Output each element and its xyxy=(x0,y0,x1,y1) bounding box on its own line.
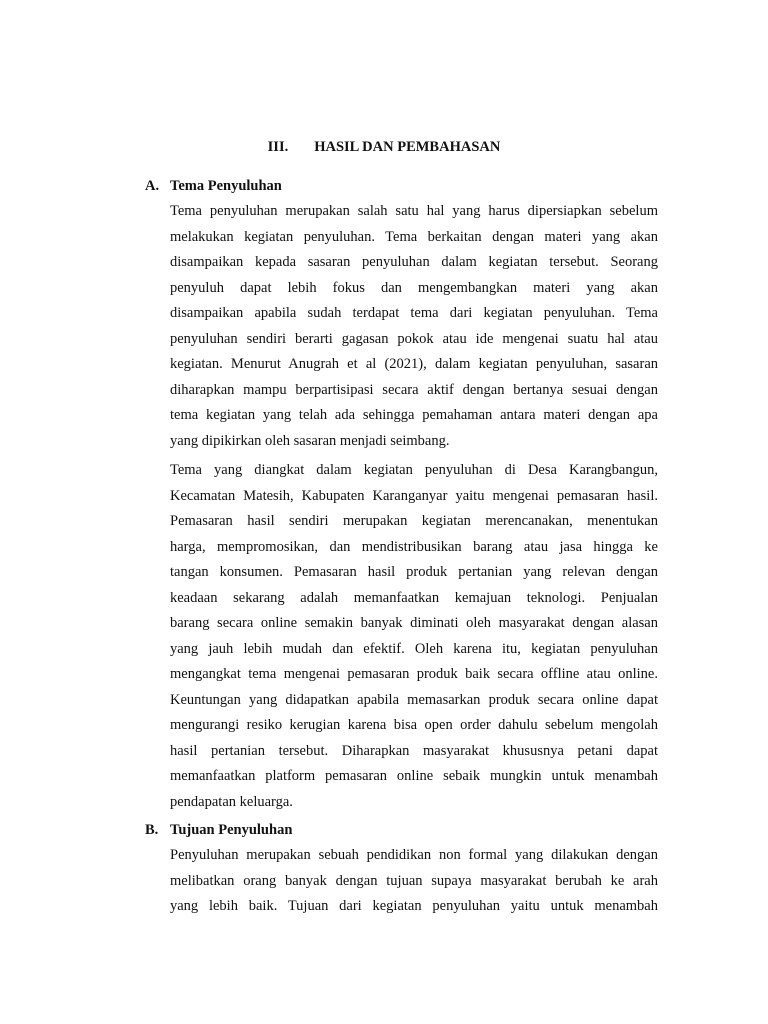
text-line: kegiatan. Menurut Anugrah et al (2021), dalam kegiatan penyuluhan, sasaran xyxy=(170,356,658,372)
text-line: yang dipikirkan oleh sasaran menjadi seimbang. xyxy=(170,432,450,449)
text-line: tema kegiatan yang telah ada sehingga pemahaman antara materi dengan apa xyxy=(170,407,658,423)
section-letter: A. xyxy=(145,178,160,194)
section-title: Tujuan Penyuluhan xyxy=(170,822,293,838)
text-line: hasil pertanian tersebut. Diharapkan masyarakat khususnya petani dapat xyxy=(170,742,658,759)
section-a-paragraph-2 xyxy=(170,458,658,815)
section-b-heading xyxy=(145,820,292,840)
text-line: Kecamatan Matesih, Kabupaten Karanganyar yaitu mengenai pemasaran hasil. xyxy=(170,487,658,504)
section-a-heading xyxy=(145,176,282,196)
text-line: Keuntungan yang didapatkan apabila memasarkan produk secara online dapat xyxy=(170,691,658,708)
text-line: melibatkan orang banyak dengan tujuan supaya masyarakat berubah ke arah xyxy=(170,872,658,889)
text-line: penyuluh dapat lebih fokus dan mengembangkan materi yang akan xyxy=(170,279,658,296)
text-line: Tema yang diangkat dalam kegiatan penyuluhan di Desa Karangbangun, xyxy=(170,462,658,478)
text-line: barang secara online semakin banyak diminati oleh masyarakat dengan alasan xyxy=(170,615,658,631)
text-line: pendapatan keluarga. xyxy=(170,793,293,810)
text-line: yang lebih baik. Tujuan dari kegiatan penyuluhan yaitu untuk menambah xyxy=(170,898,658,914)
text-line: melakukan kegiatan penyuluhan. Tema berkaitan dengan materi yang akan xyxy=(170,228,658,245)
text-line: Pemasaran hasil sendiri merupakan kegiatan merencanakan, menentukan xyxy=(170,513,658,529)
text-line: disampaikan kepada sasaran penyuluhan dalam kegiatan tersebut. Seorang xyxy=(170,254,658,270)
chapter-heading: HASIL DAN PEMBAHASAN xyxy=(314,139,501,155)
text-line: tangan konsumen. Pemasaran hasil produk pertanian yang relevan dengan xyxy=(170,564,658,580)
text-line: Tema penyuluhan merupakan salah satu hal yang harus dipersiapkan sebelum xyxy=(170,203,658,219)
text-line: disampaikan apabila sudah terdapat tema dari kegiatan penyuluhan. Tema xyxy=(170,305,658,321)
section-letter: B. xyxy=(145,822,159,838)
chapter-number: III. xyxy=(267,139,289,155)
chapter-title xyxy=(0,137,768,157)
text-line: memanfaatkan platform pemasaran online sebaik mungkin untuk menambah xyxy=(170,768,658,784)
section-b-paragraph-1 xyxy=(170,843,658,920)
text-line: Penyuluhan merupakan sebuah pendidikan non formal yang dilakukan dengan xyxy=(170,847,658,863)
section-a-paragraph-1 xyxy=(170,199,658,454)
section-title: Tema Penyuluhan xyxy=(170,178,282,194)
text-line: diharapkan mampu berpartisipasi secara aktif dengan bertanya sesuai dengan xyxy=(170,381,658,398)
text-line: keadaan sekarang adalah memanfaatkan kemajuan teknologi. Penjualan xyxy=(170,589,658,606)
text-line: yang jauh lebih mudah dan efektif. Oleh karena itu, kegiatan penyuluhan xyxy=(170,640,658,657)
text-line: penyuluhan sendiri berarti gagasan pokok atau ide mengenai suatu hal atau xyxy=(170,330,658,347)
text-line: mengangkat tema mengenai pemasaran produk baik secara offline atau online. xyxy=(170,666,658,682)
text-line: mengurangi resiko kerugian karena bisa open order dahulu sebelum mengolah xyxy=(170,717,658,733)
text-line: harga, mempromosikan, dan mendistribusikan barang atau jasa hingga ke xyxy=(170,538,658,555)
